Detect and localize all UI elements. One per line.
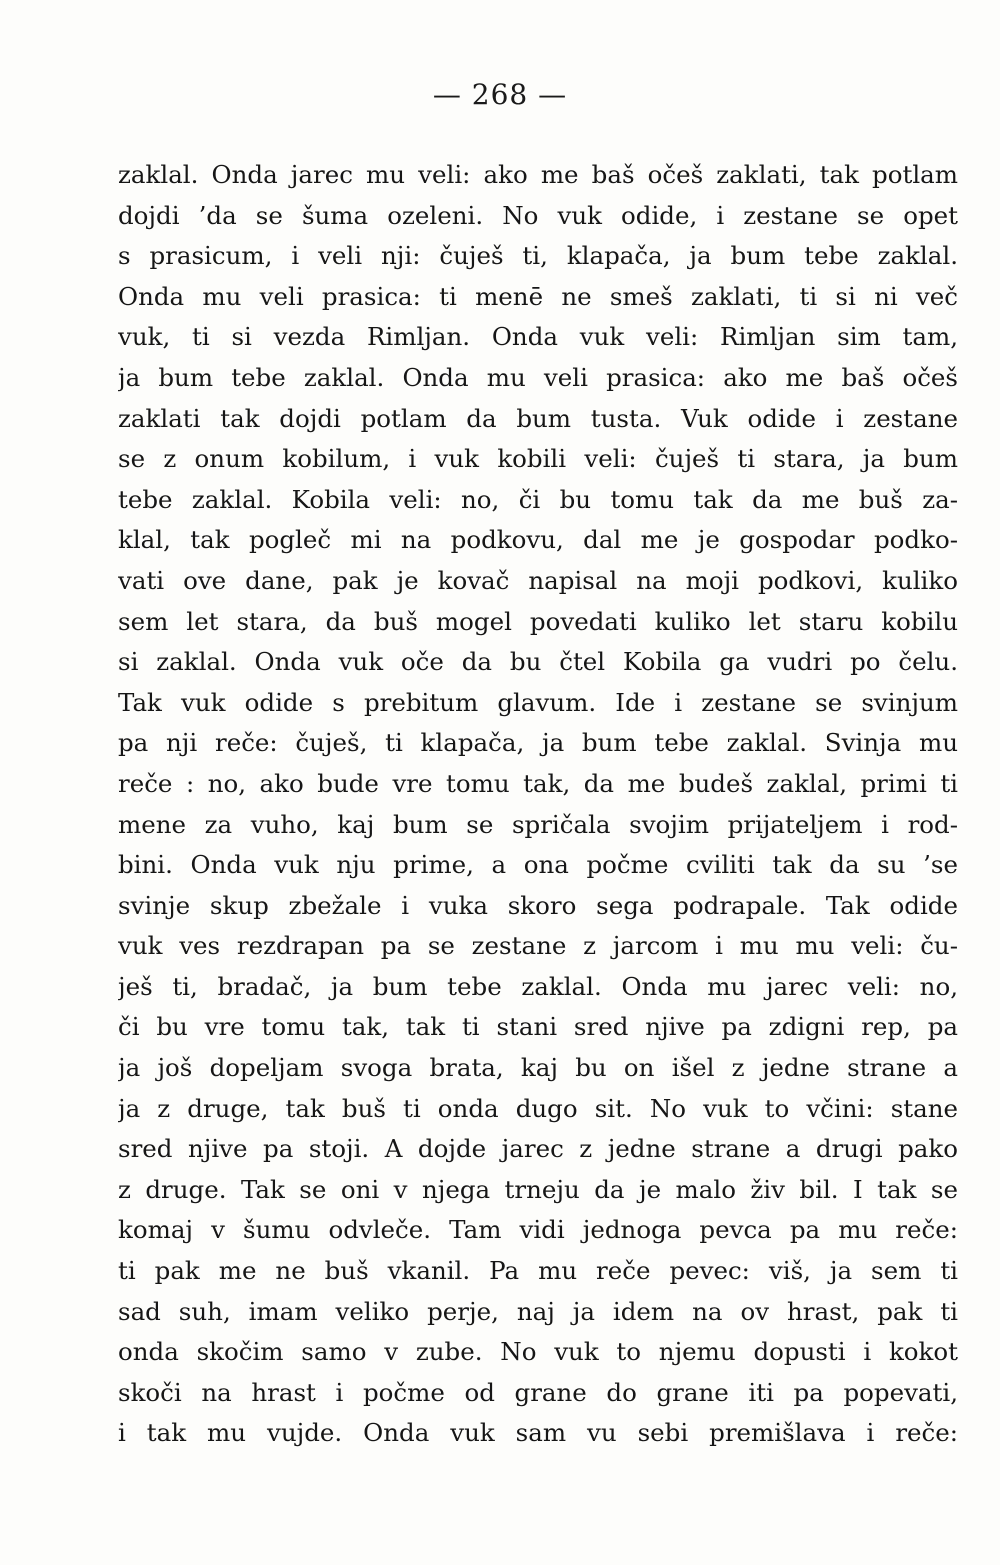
text-line: vuk, ti si vezda Rimljan. Onda vuk veli: Rimljan sim tam,	[118, 322, 958, 352]
text-line: klal, tak pogleč mi na podkovu, dal me je gospodar podko-	[118, 525, 958, 555]
text-line: skoči na hrast i počme od grane do grane iti pa popevati,	[118, 1377, 958, 1407]
body-text	[118, 155, 958, 1454]
text-line: vati ove dane, pak je kovač napisal na moji podkovi, kuliko	[118, 565, 958, 595]
text-line: pa nji reče: čuješ, ti klapača, ja bum tebe zaklal. Svinja mu	[118, 728, 958, 758]
text-line: bini. Onda vuk nju prime, a ona počme cviliti tak da su ’se	[118, 850, 958, 880]
text-line: ja bum tebe zaklal. Onda mu veli prasica: ako me baš očeš	[118, 362, 958, 392]
text-line: s prasicum, i veli nji: čuješ ti, klapača, ja bum tebe zaklal.	[118, 241, 958, 271]
text-line: zaklal. Onda jarec mu veli: ako me baš očeš zaklati, tak potlam	[118, 160, 958, 189]
text-line: si zaklal. Onda vuk oče da bu čtel Kobila ga vudri po čelu.	[118, 647, 958, 677]
text-line: onda skočim samo v zube. No vuk to njemu dopusti i kokot	[118, 1337, 958, 1367]
text-line: Onda mu veli prasica: ti menē ne smeš zaklati, ti si ni več	[118, 281, 958, 311]
text-line: i tak mu vujde. Onda vuk sam vu sebi premišlava i reče:	[118, 1418, 958, 1448]
text-line: ti pak me ne buš vkanil. Pa mu reče pevec: viš, ja sem ti	[118, 1256, 958, 1286]
text-line: Tak vuk odide s prebitum glavum. Ide i zestane se svinjum	[118, 687, 958, 717]
text-line: tebe zaklal. Kobila veli: no, či bu tomu tak da me buš za-	[118, 484, 958, 514]
text-line: dojdi ’da se šuma ozeleni. No vuk odide, i zestane se opet	[118, 200, 958, 230]
text-line: či bu vre tomu tak, tak ti stani sred njive pa zdigni rep, pa	[118, 1012, 958, 1042]
text-line: reče : no, ako bude vre tomu tak, da me budeš zaklal, primi ti	[118, 768, 958, 798]
text-line: mene za vuho, kaj bum se spričala svojim prijateljem i rod-	[118, 809, 958, 839]
text-line: sred njive pa stoji. A dojde jarec z jedne strane a drugi pako	[118, 1134, 958, 1164]
text-line: komaj v šumu odvleče. Tam vidi jednoga pevca pa mu reče:	[118, 1215, 958, 1245]
text-line: vuk ves rezdrapan pa se zestane z jarcom i mu mu veli: ču-	[118, 931, 958, 961]
text-line: z druge. Tak se oni v njega trneju da je malo živ bil. I tak se	[118, 1174, 958, 1204]
page-number: — 268 —	[432, 78, 568, 111]
text-line: sad suh, imam veliko perje, naj ja idem na ov hrast, pak ti	[118, 1296, 958, 1326]
text-line: sem let stara, da buš mogel povedati kuliko let staru kobilu	[118, 606, 958, 636]
text-line: ja z druge, tak buš ti onda dugo sit. No vuk to včini: stane	[118, 1093, 958, 1123]
text-line: zaklati tak dojdi potlam da bum tusta. Vuk odide i zestane	[118, 403, 958, 433]
text-line: svinje skup zbežale i vuka skoro sega podrapale. Tak odide	[118, 890, 958, 920]
text-line: se z onum kobilum, i vuk kobili veli: čuješ ti stara, ja bum	[118, 444, 958, 474]
text-line: ješ ti, bradač, ja bum tebe zaklal. Onda mu jarec veli: no,	[118, 971, 958, 1001]
text-line: ja još dopeljam svoga brata, kaj bu on išel z jedne strane a	[118, 1053, 958, 1083]
